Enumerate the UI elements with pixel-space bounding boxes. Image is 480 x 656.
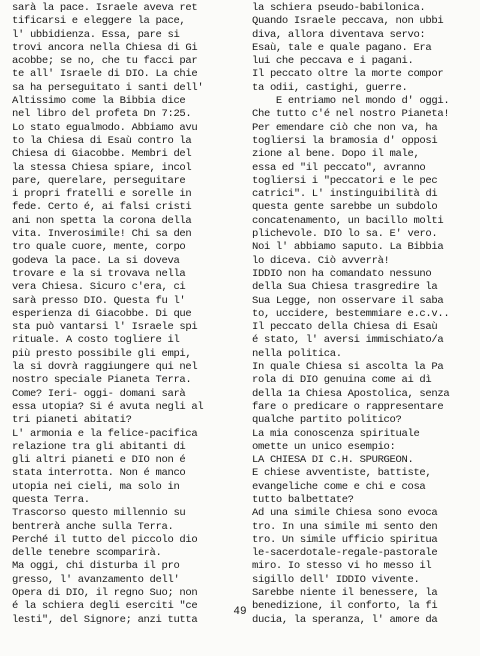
left-column-line: essa utopia? Si é avuta negli al: [12, 400, 204, 413]
left-column-line: ani non spetta la corona della: [12, 214, 192, 227]
left-column-line: trovi ancora nella Chiesa di Gi: [12, 41, 198, 54]
right-column-line: Noi l' abbiamo saputo. La Bibbia: [252, 241, 444, 254]
right-column-line: rola di DIO genuina come ai dì: [252, 374, 432, 387]
left-column-line: acobbe; se no, che tu facci par: [12, 55, 198, 68]
right-column-line: ta odii, castighi, guerre.: [252, 81, 408, 94]
right-column-line: nella politica.: [252, 347, 342, 360]
right-column-line: La mia conoscenza spirituale: [252, 427, 420, 440]
right-column-line: Ad una simile Chiesa sono evoca: [252, 507, 438, 520]
right-column-line: sigillo dell' IDDIO vivente.: [252, 573, 420, 586]
left-column-line: fede. Certo é, ai falsi cristi: [12, 201, 192, 214]
left-column-line: delle tenebre scomparirà.: [12, 547, 162, 560]
right-column-line: miro. Io stesso vi ho messo il: [252, 560, 432, 573]
left-column-line: tificarsi e eleggere la pace,: [12, 15, 186, 28]
left-column-line: é la schiera degli eserciti "ce: [12, 600, 198, 613]
left-column-line: Ma oggi, chi disturba il pro: [12, 560, 180, 573]
left-column-line: questa Terra.: [12, 493, 90, 506]
right-column-line: Sarebbe niente il benessere, la: [252, 587, 438, 600]
right-column-line: essa ed "il peccato", avranno: [252, 161, 426, 174]
right-column-line: é stato, l' aversi immischiato/a: [252, 334, 444, 347]
left-column-line: utopia nei cieli, ma solo in: [12, 480, 180, 493]
left-column-line: Trascorso questo millennio su: [12, 507, 186, 520]
left-column-line: gli altri pianeti e DIO non é: [12, 454, 186, 467]
left-column-line: la si dovrà raggiungere qui nel: [12, 361, 198, 374]
left-column-line: tri pianeti abitati?: [12, 414, 132, 427]
left-column-line: sarà presso DIO. Questa fu l': [12, 294, 186, 307]
right-column-line: lui che peccava e i pagani.: [252, 55, 414, 68]
right-column-line: IDDIO non ha comandato nessuno: [252, 267, 432, 280]
right-column-line: togliersi la bramosia d' opposi: [252, 134, 438, 147]
right-column-line: benedizione, il conforto, la fi: [252, 600, 438, 613]
right-column-line: plichevole. DIO lo sa. E' vero.: [252, 228, 438, 241]
right-column-line: In quale Chiesa si ascolta la Pa: [252, 361, 444, 374]
left-column-line: Lo stato egualmodo. Abbiamo avu: [12, 121, 198, 134]
right-column-line: lo diceva. Ciò avverrà!: [252, 254, 390, 267]
right-column-line: della Sua Chiesa trasgredire la: [252, 281, 438, 294]
right-column-line: E chiese avventiste, battiste,: [252, 467, 432, 480]
right-column-line: LA CHIESA DI C.H. SPURGEON.: [252, 454, 414, 467]
right-column-line: tro. Un simile ufficio spiritua: [252, 533, 438, 546]
left-column-line: lesti", del Signore; anzi tutta: [12, 613, 198, 626]
right-column-line: tro. In una simile mi sento den: [252, 520, 438, 533]
right-column-line: Per emendare ciò che non va, ha: [252, 121, 438, 134]
left-column-line: più presto possibile gli empi,: [12, 347, 192, 360]
right-column-line: questa gente sarebbe un subdolo: [252, 201, 438, 214]
left-column-line: te all' Israele di DIO. La chie: [12, 68, 198, 81]
right-column-line: togliersi i "peccatori e le pec: [252, 174, 438, 187]
left-column-line: nostro speciale Pianeta Terra.: [12, 374, 192, 387]
left-column-line: L' armonia e la felice-pacifica: [12, 427, 198, 440]
left-column-line: Come? Ieri- oggi- domani sarà: [12, 387, 186, 400]
left-column-line: sa ha perseguitato i santi dell': [12, 81, 204, 94]
right-column-line: to, uccidere, bestemmiare e.c.v..: [252, 307, 450, 320]
right-column-line: Il peccato oltre la morte compor: [252, 68, 444, 81]
left-column-line: sarà la pace. Israele aveva ret: [12, 2, 198, 14]
right-column-line: la schiera pseudo-babilonica.: [252, 2, 426, 14]
left-column-line: bentrerà anche sulla Terra.: [12, 520, 174, 533]
left-column-line: relazione tra gli abitanti di: [12, 440, 186, 453]
left-column-line: vita. Inverosimile! Chi sa den: [12, 228, 192, 241]
left-column-line: vera Chiesa. Sicuro c'era, ci: [12, 281, 186, 294]
left-column-line: Altissimo come la Bibbia dice: [12, 95, 186, 108]
right-column-line: omette un unico esempio:: [252, 440, 396, 453]
right-column-line: tutto balbettate?: [252, 493, 354, 506]
left-text-column: [12, 2, 242, 627]
left-column-line: rituale. A costo togliere il: [12, 334, 180, 347]
right-column-line: le-sacerdotale-regale-pastorale: [252, 547, 438, 560]
right-column-line: fare o predicare o rappresentare: [252, 400, 444, 413]
left-column-line: Opera di DIO, il regno Suo; non: [12, 587, 198, 600]
left-column-line: trovare e la si trovava nella: [12, 267, 186, 280]
page-number: 49: [233, 606, 247, 618]
right-column-line: diva, allora diventava servo:: [252, 28, 426, 41]
left-column-line: Perché il tutto del piccolo dio: [12, 533, 198, 546]
right-column-line: zione al bene. Dopo il male,: [252, 148, 420, 161]
right-column-line: E entriamo nel mondo d' oggi.: [252, 95, 450, 108]
right-column-line: Il peccato della Chiesa di Esaù: [252, 321, 438, 334]
left-column-line: to la Chiesa di Esaù contro la: [12, 134, 192, 147]
left-column-line: i propri fratelli e sorelle in: [12, 188, 192, 201]
left-column-line: stata interrotta. Non é manco: [12, 467, 186, 480]
left-column-line: la stessa Chiesa spiare, incol: [12, 161, 192, 174]
right-column-line: Quando Israele peccava, non ubbi: [252, 15, 444, 28]
right-column-line: qualche partito politico?: [252, 414, 402, 427]
right-text-column: [252, 2, 478, 627]
right-column-line: Esaù, tale e quale pagano. Era: [252, 41, 432, 54]
right-column-line: Che tutto c'é nel nostro Pianeta!: [252, 108, 450, 121]
left-column-line: esperienza di Giacobbe. Di que: [12, 307, 192, 320]
left-column-line: gresso, l' avanzamento dell': [12, 573, 180, 586]
left-column-line: godeva la pace. La si doveva: [12, 254, 180, 267]
left-column-line: nel libro del profeta Dn 7:25.: [12, 108, 192, 121]
right-column-line: catrici". L' instinguibilità di: [252, 188, 438, 201]
left-column-line: l' ubbidienza. Essa, pare si: [12, 28, 180, 41]
right-column-line: ducia, la speranza, l' amore da: [252, 613, 438, 626]
right-column-line: della 1a Chiesa Apostolica, senza: [252, 387, 450, 400]
right-column-line: evangeliche come e chi e cosa: [252, 480, 426, 493]
right-column-line: Sua Legge, non osservare il saba: [252, 294, 444, 307]
left-column-line: pare, querelare, perseguitare: [12, 174, 186, 187]
right-column-line: concatenamento, un bacillo molti: [252, 214, 444, 227]
left-column-line: tro quale cuore, mente, corpo: [12, 241, 186, 254]
left-column-line: sta può vantarsi l' Israele spi: [12, 321, 198, 334]
left-column-line: Chiesa di Giacobbe. Membri del: [12, 148, 192, 161]
